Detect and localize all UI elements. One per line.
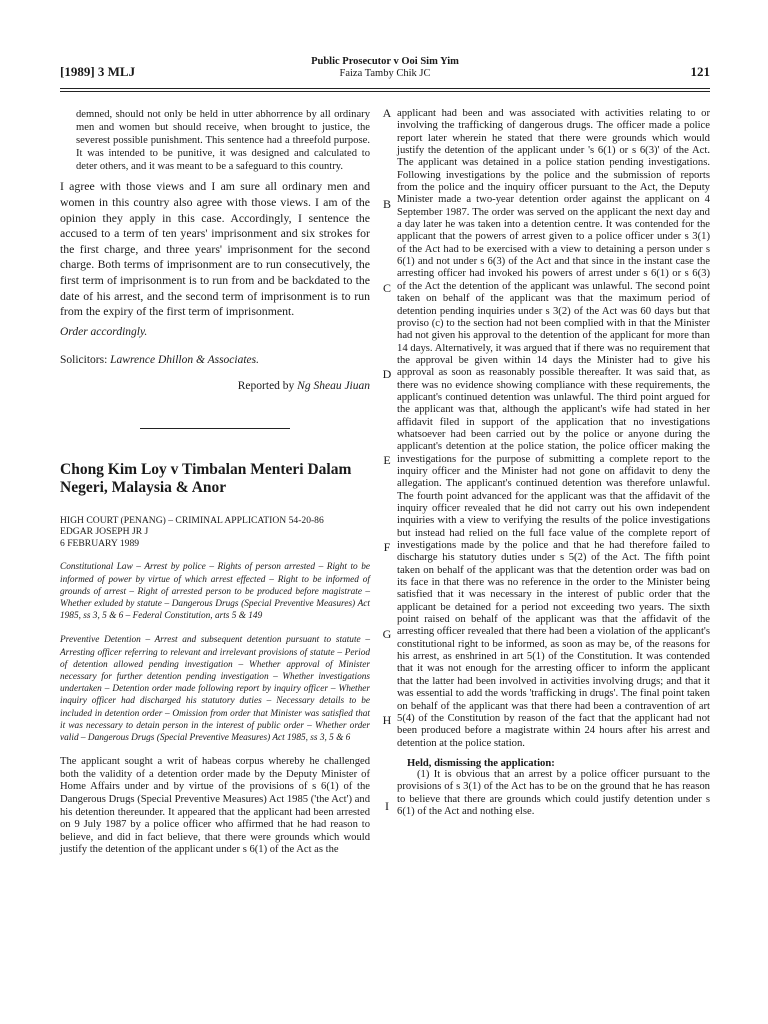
judge-name-header: Faiza Tamby Chik JC [339,68,431,79]
journal-citation: [1989] 3 MLJ [60,64,136,79]
facts-continued: applicant had been and was associated with activities relating to or involving the trafficking of dangerous drugs. The officer made a police report later wherein he stated that there were grounds which would justify the detention of the applicant under 's 6(1) or s 6(3)' of the Act. The applicant was detained in a police station pending investigations. Following investigations by the police and the submission of reports from the police and the inquiry officer pursuant to the Act, the Deputy Minister made a two-year detention order against the applicant on 4 September 1987. The order was served on the applicant the next day and a day later he was taken into a detention centre. It was contended for the applicant that the powers of arrest given to a police officer under s 3(1) of the Act had to be exercised with a view to detaining a person under s 6(1) and not under s 6(3) of the Act and that since in the instant case the arresting officer had invoked his powers of arrest under s 6(1) or s 6(3) of the Act the detention of the applicant was unlawful. The second point taken on behalf of the applicant was that the maximum period of detention pending inquiries under s 3(2) of the Act was 60 days but that proviso (c) to the section had not been complied with in that the Minister had not given his approval to the detention of the applicant for more than 14 days. Alternatively, it was argued that if there was no requirement that the approval be given within 14 days the Minister had to give his approval as soon as reasonably possible thereafter. It was said that, as there was no evidence showing compliance with these requirements, the applicant's continued detention was unlawful. The third point argued for the applicant was that, although the applicant's wife had stated in her affidavit filed in support of the application that no investigations whatsoever had been carried out by the police or anyone during the applicant's detention at the police station, the police officer making the investigations for the purpose of submitting a complete report to the inquiry officer and the Minister had not gone on affidavit to deny the allegation. The applicant's continued detention was therefore unlawful. The fourth point advanced for the applicant was that the affidavit of the inquiry officer revealed that he did not carry out his own independent inquiries with a view to verifying the results of the police investigations but instead had relied on the full face value of the complete report of investigations made by the police and that he had therefore failed to discharge his statutory duties under s 5(2) of the Act. The fifth point taken on behalf of the applicant was that the detention order was bad on its face in that there was no reference in the order to the Minister being satisfied that it was necessary in the interest of public order that the applicant be detained for a period not exceeding two years. The sixth point raised on behalf of the applicant was that the affidavit of the arresting officer revealed that there had been a violation of the applicant's constitutional right to be informed, as soon as may be, of the reasons for his arrest, as enshrined in art 5(1) of the Constitution. It was contended that it was not enough for the arresting officer to inform the applicant that the latter had been involved in activities involving drugs; and that it was essential to add the words 'trafficking in drugs'. The final point taken on behalf of the applicant was that there had been a contravention of art 5(4) of the Constitution by reason of the fact that the applicant had not been produced before a magistrate within 24 hours after his arrest and detention at the police station. [397,108,710,749]
reported-label: Reported by [237,379,298,392]
facts-paragraph: The applicant sought a writ of habeas corpus whereby he challenged both the validity of a detention order made by the Deputy Minister of Home Affairs under and by virtue of the provisions of s 6(1) of the Dangerous Drugs (Special Preventive Measures) Act 1985 ('the Act') and his detention thereunder. It appeared that the applicant had been arrested on 9 July 1987 by a police officer who affirmed that he had reason to believe, and did in fact believe, that there were grounds which would justify the detention of the applicant under s 6(1) of the Act as the [60,756,370,856]
right-column [397,108,710,819]
court-info [60,515,370,550]
margin-letter: F [383,540,391,554]
court-line: HIGH COURT (PENANG) – CRIMINAL APPLICATION 54-20-86 [60,514,324,526]
case-title: Chong Kim Loy v Timbalan Menteri Dalam Negeri, Malaysia & Anor [60,460,352,496]
margin-letter: G [382,627,392,641]
running-header [60,56,710,86]
sentencing-paragraph: I agree with those views and I am sure all ordinary men and women in this country also agree with those views. I am of the opinion they apply in this case. Accordingly, I sentence the accused to a term of ten years' imprisonment and six strokes for the first charge, and three years' imprisonment for the second charge. Both terms of imprisonment are to run consecutively, the first term of imprisonment is to run from and be backdated to the date of his arrest, and the second term of imprisonment is to run from the expiry of the first term of imprisonment. [60,179,370,319]
margin-letter: B [382,197,391,211]
held-heading: Held, dismissing the application: [407,757,555,769]
case-separator [140,428,290,429]
header-rule-top [60,88,710,89]
margin-letter: I [385,799,389,813]
case-name-header: Public Prosecutor v Ooi Sim Yim [311,56,459,67]
solicitors-name: Lawrence Dhillon & Associates. [110,353,260,366]
margin-letter: H [382,713,392,727]
catchwords-preventive-detention: Preventive Detention – Arrest and subsequent detention pursuant to statute – Arresting officer referring to relevant and irrelevant provisions of statute – Period of detention allowed pending investigation – Whether approval of Minister necessary for further detention pending investigation – Whether investigations undertaken – Detention order made following report by inquiry officer – Whether inquiry officer had discharged his statutory duties – Necessary details to be included in detention order – Omission from order that Minister was satisfied that it was necessary to detain person in the interest of public order – Whether order valid – Dangerous Drugs (Special Preventive Measures) Act 1985, ss 3, 5 & 6 [60,635,370,743]
header-rule-bottom [60,91,710,92]
running-title [60,56,710,80]
margin-letter: A [382,106,392,120]
catchwords-constitutional-law: Constitutional Law – Arrest by police – Rights of person arrested – Right to be informed of power by virtue of which arrest effected – Right to be informed of grounds of arrest – Right of arrested person to be produced before magistrate – Whether exluded by statute – Dangerous Drugs (Special Preventive Measures) Act 1985, ss 3, 5 & 6 – Federal Constitution, arts 5 & 149 [60,562,370,622]
reporter-name: Ng Sheau Jiuan [297,379,370,392]
holding-1: (1) It is obvious that an arrest by a police officer pursuant to the provisions of s 3(1) of the Act has to be on the ground that he has reason to believe that there are grounds which could justify detention under s 6(1) of the Act and nothing else. [397,768,710,818]
solicitors-label: Solicitors: [60,353,111,366]
order-line: Order accordingly. [60,325,148,338]
left-column [60,108,370,857]
judge-line: EDGAR JOSEPH JR J [60,526,149,538]
page-number: 121 [690,64,710,79]
margin-letter: C [382,281,391,295]
margin-letter: D [382,367,392,381]
reported-by-line [60,380,370,392]
date-line: 6 FEBRUARY 1989 [60,537,140,549]
margin-letter: E [383,453,391,467]
quoted-passage: demned, should not only be held in utter abhorrence by all ordinary men and women but should receive, when brought to justice, the severest possible punishment. This sentence had a threefold purpose. It was intended to be punitive, it was designed and calculated to deter others, and it was meant to be a safeguard to this country. [76,109,370,173]
solicitors-line [60,354,370,366]
